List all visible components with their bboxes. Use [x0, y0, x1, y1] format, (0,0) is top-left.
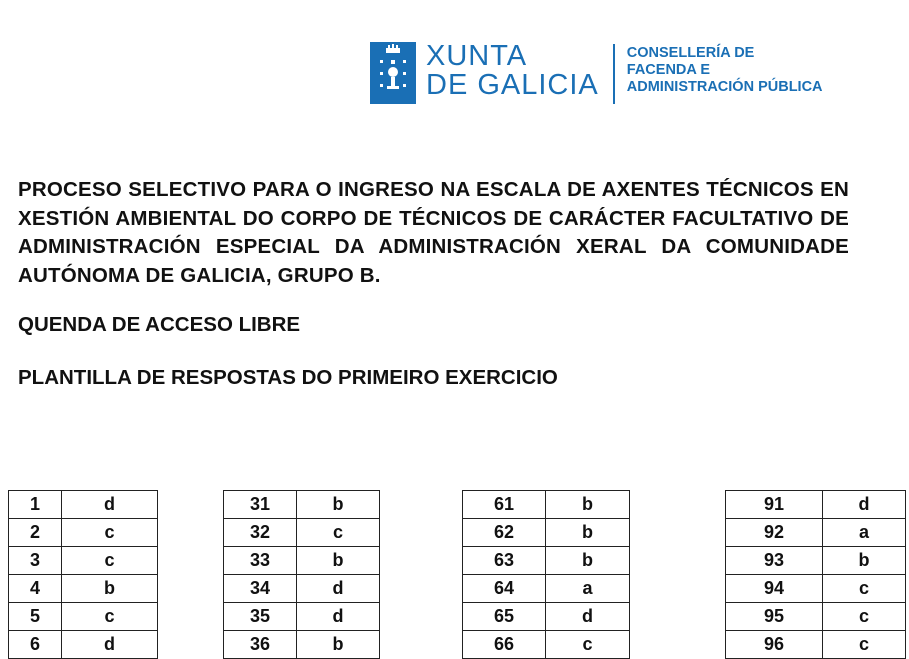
- answer-letter: b: [823, 547, 906, 575]
- table-row: [726, 547, 906, 575]
- question-number: 33: [224, 547, 297, 575]
- answer-letter: b: [297, 547, 380, 575]
- department-line-1: CONSELLERÍA DE: [626, 45, 755, 61]
- galicia-coat-of-arms-icon: [370, 42, 416, 104]
- question-number: 1: [9, 491, 62, 519]
- answer-letter: c: [823, 575, 906, 603]
- question-number: 32: [224, 519, 297, 547]
- question-number: 65: [463, 603, 546, 631]
- answer-letter: d: [62, 491, 158, 519]
- question-number: 6: [9, 631, 62, 659]
- answer-letter: c: [823, 603, 906, 631]
- question-number: 94: [726, 575, 823, 603]
- answer-letter: b: [62, 575, 158, 603]
- answer-letter: b: [297, 491, 380, 519]
- question-number: 62: [463, 519, 546, 547]
- question-number: 96: [726, 631, 823, 659]
- question-number: 4: [9, 575, 62, 603]
- document-title: PROCESO SELECTIVO PARA O INGRESO NA ESCALA DE AXENTES TÉCNICOS EN XESTIÓN AMBIENTAL DO CORPO DE TÉCNICOS DE CARÁCTER FACULTATIVO DE ADMINISTRACIÓN ESPECIAL DA ADMINISTRACIÓN XERAL DA COMUNIDADE AUTÓNOMA DE GALICIA, GRUPO B.: [18, 178, 849, 287]
- answer-letter: c: [62, 519, 158, 547]
- question-number: 5: [9, 603, 62, 631]
- question-number: 36: [224, 631, 297, 659]
- logo-line-2: DE GALICIA: [426, 69, 599, 101]
- logo-wordmark: [426, 42, 599, 100]
- answer-letter: d: [823, 491, 906, 519]
- table-row: [9, 603, 158, 631]
- answer-letter: c: [62, 603, 158, 631]
- table-row: [726, 575, 906, 603]
- answer-letter: b: [546, 519, 630, 547]
- answer-letter: c: [546, 631, 630, 659]
- answer-letter: b: [546, 491, 630, 519]
- answer-letter: d: [546, 603, 630, 631]
- question-number: 2: [9, 519, 62, 547]
- table-row: [463, 547, 630, 575]
- table-row: [224, 491, 380, 519]
- table-row: [224, 575, 380, 603]
- table-row: [9, 491, 158, 519]
- table-row: [726, 519, 906, 547]
- table-row: [726, 491, 906, 519]
- answer-letter: d: [297, 575, 380, 603]
- quenda-heading: QUENDA DE ACCESO LIBRE: [18, 313, 301, 336]
- table-row: [463, 491, 630, 519]
- table-row: [726, 603, 906, 631]
- answer-letter: d: [62, 631, 158, 659]
- answer-table-3: [462, 490, 630, 659]
- table-row: [463, 575, 630, 603]
- question-number: 95: [726, 603, 823, 631]
- answer-letter: a: [823, 519, 906, 547]
- answer-letter: c: [62, 547, 158, 575]
- question-number: 35: [224, 603, 297, 631]
- table-row: [224, 519, 380, 547]
- answer-letter: b: [546, 547, 630, 575]
- question-number: 66: [463, 631, 546, 659]
- answer-letter: c: [823, 631, 906, 659]
- table-row: [9, 519, 158, 547]
- table-row: [224, 603, 380, 631]
- table-row: [463, 519, 630, 547]
- question-number: 61: [463, 491, 546, 519]
- answer-letter: b: [297, 631, 380, 659]
- question-number: 64: [463, 575, 546, 603]
- department-line-3: ADMINISTRACIÓN PÚBLICA: [626, 79, 823, 95]
- table-row: [9, 575, 158, 603]
- plantilla-heading: PLANTILLA DE RESPOSTAS DO PRIMEIRO EXERCICIO: [18, 366, 558, 389]
- question-number: 93: [726, 547, 823, 575]
- question-number: 91: [726, 491, 823, 519]
- question-number: 34: [224, 575, 297, 603]
- answer-table-2: [223, 490, 380, 659]
- table-row: [463, 603, 630, 631]
- department-name: [627, 45, 823, 96]
- answer-table-1: [8, 490, 158, 659]
- department-line-2: FACENDA E: [626, 62, 711, 78]
- answer-table-4: [725, 490, 906, 659]
- answer-letter: c: [297, 519, 380, 547]
- question-number: 92: [726, 519, 823, 547]
- answer-letter: a: [546, 575, 630, 603]
- logo-divider: [613, 44, 615, 104]
- logo-line-1: XUNTA: [426, 40, 528, 72]
- table-row: [224, 547, 380, 575]
- question-number: 63: [463, 547, 546, 575]
- table-row: [9, 547, 158, 575]
- question-number: 31: [224, 491, 297, 519]
- question-number: 3: [9, 547, 62, 575]
- answer-letter: d: [297, 603, 380, 631]
- xunta-logo: [370, 42, 823, 106]
